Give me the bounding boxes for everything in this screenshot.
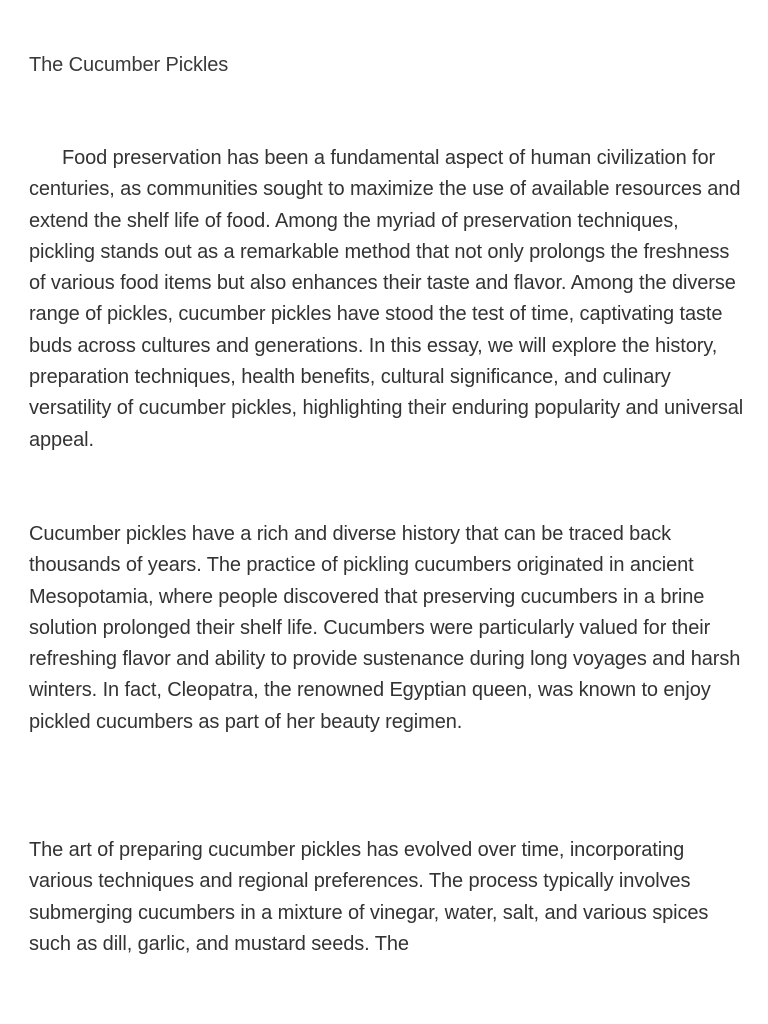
paragraph-preparation: The art of preparing cucumber pickles has evolved over time, incorporating various techniques and regional preferences. The process typically involves submerging cucumbers in a mixture of vinegar, water, salt, and various spices such as dill, garlic, and mustard seeds. The: [29, 839, 709, 955]
document-title: The Cucumber Pickles: [29, 54, 229, 76]
paragraph-history: Cucumber pickles have a rich and diverse history that can be traced back thousands of years. The practice of pickling cucumbers originated in ancient Mesopotamia, where people discovered that preserving cucumbers in a brine solution prolonged their shelf life. Cucumbers were particularly valued for their refreshing flavor and ability to provide sustenance during long voyages and harsh winters. In fact, Cleopatra, the renowned Egyptian queen, was known to enjoy pickled cucumbers as part of her beauty regimen.: [29, 523, 741, 733]
paragraph-introduction: Food preservation has been a fundamental aspect of human civilization for centuries, as communities sought to maximize the use of available resources and extend the shelf life of food. Among the myriad of preservation techniques, pickling stands out as a remarkable method that not only prolongs the freshness of various food items but also enhances their taste and flavor. Among the diverse range of pickles, cucumber pickles have stood the test of time, captivating taste buds across cultures and generations. In this essay, we will explore the history, preparation techniques, health benefits, cultural significance, and culinary versatility of cucumber pickles, highlighting their enduring popularity and universal appeal.: [29, 147, 744, 451]
